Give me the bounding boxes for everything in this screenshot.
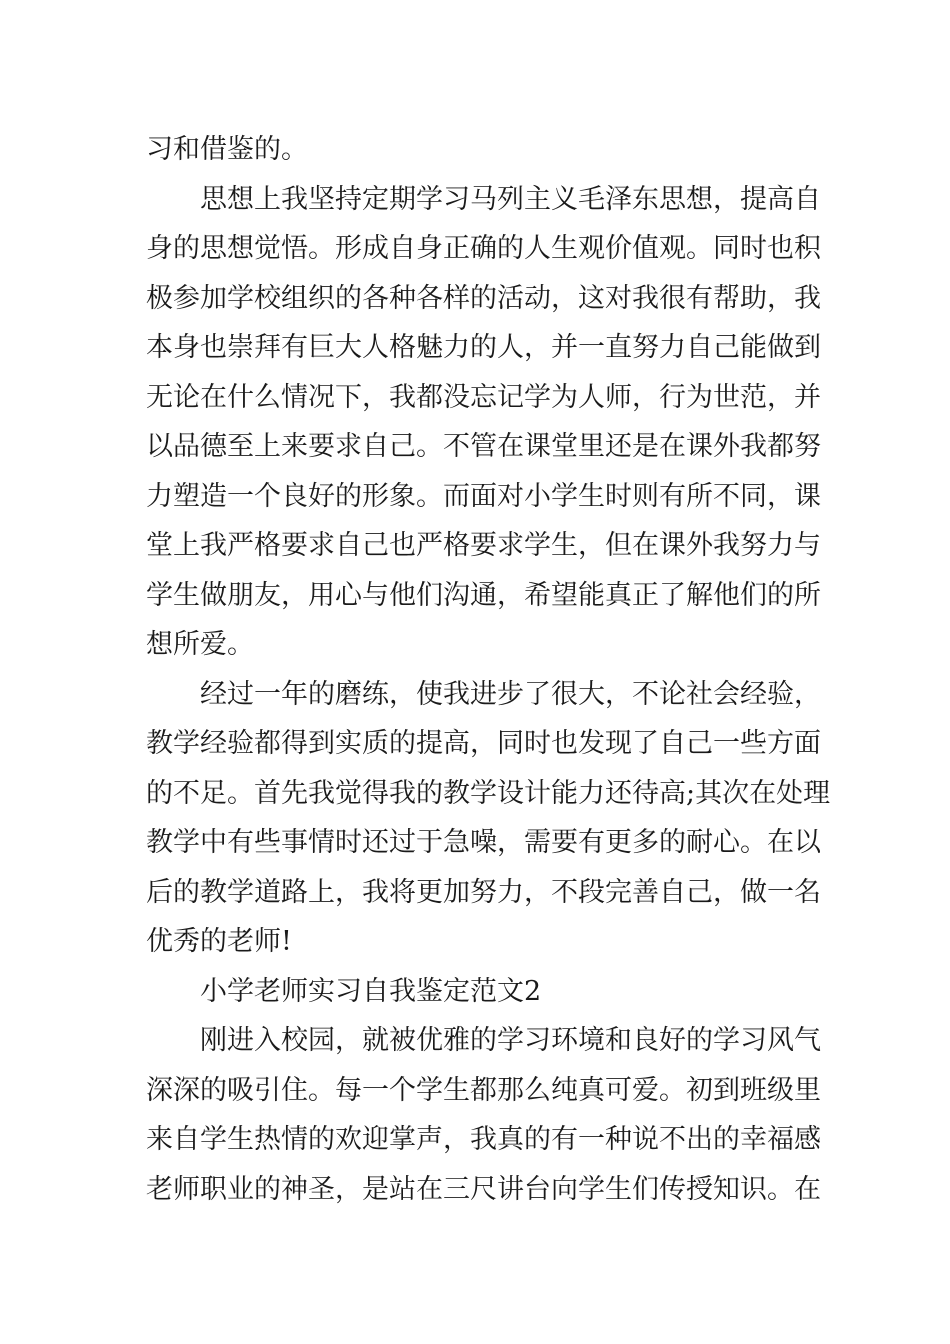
text-line: 教学经验都得到实质的提高，同时也发现了自己一些方面	[146, 728, 821, 759]
text-line-paragraph-start: 经过一年的磨练，使我进步了很大，不论社会经验，	[200, 678, 821, 710]
text-line: 教学中有些事情时还过于急噪，需要有更多的耐心。在以	[146, 827, 821, 858]
text-line: 堂上我严格要求自己也严格要求学生，但在课外我努力与	[146, 530, 821, 561]
text-line: 无论在什么情况下，我都没忘记学为人师，行为世范，并	[146, 381, 821, 413]
text-line-paragraph-end: 想所爱。	[146, 629, 254, 660]
text-line: 力塑造一个良好的形象。而面对小学生时则有所不同，课	[146, 480, 821, 512]
document-body	[146, 125, 831, 1214]
text-line-paragraph-start: 刚进入校园，就被优雅的学习环境和良好的学习风气	[200, 1025, 821, 1056]
text-line: 来自学生热情的欢迎掌声，我真的有一种说不出的幸福感	[146, 1124, 821, 1155]
text-line-paragraph-start: 思想上我坚持定期学习马列主义毛泽东思想，提高自	[200, 183, 821, 215]
text-line: 身的思想觉悟。形成自身正确的人生观价值观。同时也积	[146, 233, 821, 264]
text-line-paragraph-end: 习和借鉴的。	[146, 134, 308, 165]
text-line-paragraph-end: 优秀的老师!	[146, 926, 292, 957]
section-heading: 小学老师实习自我鉴定范文2	[200, 975, 542, 1007]
text-line: 极参加学校组织的各种各样的活动，这对我很有帮助，我	[146, 282, 821, 314]
text-line: 的不足。首先我觉得我的教学设计能力还待高;其次在处理	[146, 777, 831, 809]
text-line: 以品德至上来要求自己。不管在课堂里还是在课外我都努	[146, 431, 821, 462]
text-line: 深深的吸引住。每一个学生都那么纯真可爱。初到班级里	[146, 1074, 821, 1106]
text-line: 本身也崇拜有巨大人格魅力的人，并一直努力自己能做到	[146, 332, 821, 363]
text-line: 老师职业的神圣，是站在三尺讲台向学生们传授知识。在	[146, 1173, 821, 1205]
text-line: 学生做朋友，用心与他们沟通，希望能真正了解他们的所	[146, 579, 821, 611]
text-line: 后的教学道路上，我将更加努力，不段完善自己，做一名	[146, 876, 821, 908]
